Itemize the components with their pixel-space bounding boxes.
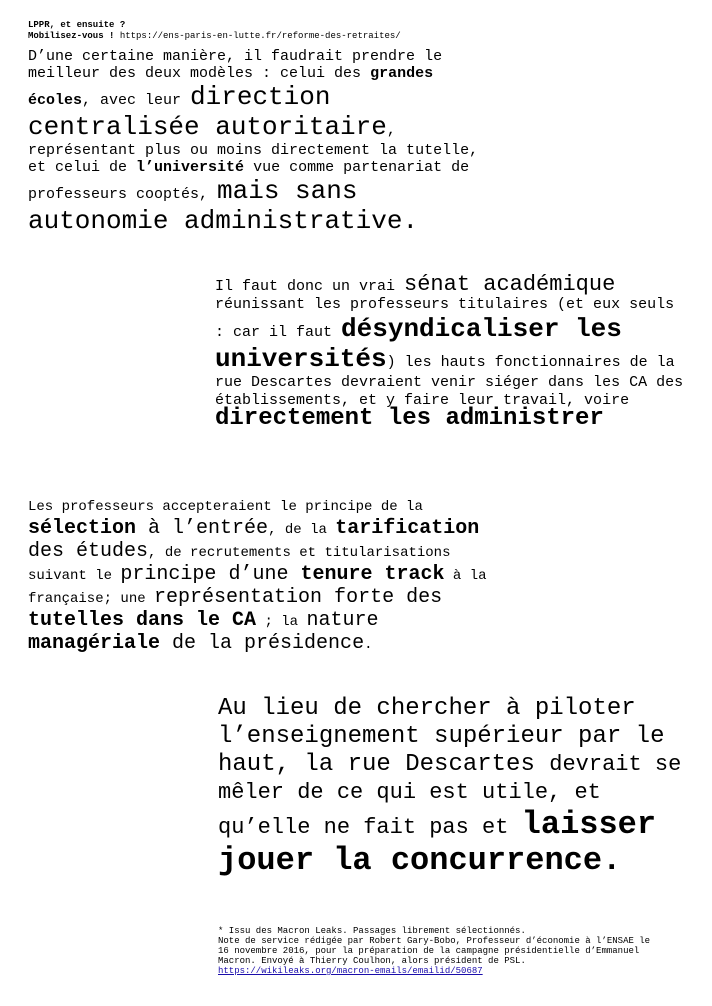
p3-bold-selection: sélection: [28, 517, 137, 540]
p3-mid-etudes: des études: [28, 540, 149, 563]
p3-text-6: .: [364, 637, 373, 653]
p3-bold-tenure-track: tenure track: [300, 563, 445, 586]
p3-bold-tarification: tarification: [335, 517, 480, 540]
p1-text-1: D’une certaine manière, il faudrait prendre le meilleur des deux modèles : celui des: [28, 48, 443, 82]
p1-text-3: , représentant plus ou moins directement la tutelle, et celui de: [28, 122, 479, 176]
p2-big-senat: sénat académique: [404, 272, 616, 297]
page-header: [28, 20, 401, 42]
p2-big-desyndicaliser: désyndicaliser les universités: [215, 314, 622, 374]
p1-big-direction: direction centralisée autoritaire: [28, 82, 387, 142]
p2-text-3: ) les hauts fonctionnaires de la rue Descartes devraient venir siéger dans les CA des établissements, et y faire leur travail, voire: [215, 354, 684, 409]
p1-bold-grandes-ecoles: grandes écoles: [28, 65, 434, 109]
wikileaks-link[interactable]: https://wikileaks.org/macron-emails/emailid/50687: [218, 966, 483, 976]
header-title: LPPR, et ensuite ?: [28, 20, 126, 30]
footnote-line-1: * Issu des Macron Leaks. Passages librement sélectionnés.: [218, 926, 526, 936]
p2-big-administrer: directement les administrer: [215, 405, 604, 432]
p1-text-2: , avec leur: [82, 92, 191, 109]
p3-bold-manageriale: managériale: [28, 632, 161, 655]
p3-mid-nature: nature: [306, 609, 379, 632]
p4-big-concurrence: laisser jouer la concurrence.: [218, 806, 657, 879]
p3-text-5: ; la: [256, 614, 307, 630]
p3-text-1: Les professeurs accepteraient le principe de la: [28, 499, 423, 515]
paragraph-2: [215, 272, 690, 432]
header-subtitle: [28, 31, 401, 42]
p3-mid-principe: principe d’une: [120, 563, 301, 586]
p3-mid-representation: représentation forte des: [154, 586, 443, 609]
p3-bold-tutelles: tutelles dans le CA: [28, 609, 257, 632]
p3-text-3: , de recrutements et titularisations suivant le: [28, 545, 451, 584]
paragraph-1: [28, 48, 488, 236]
paragraph-4: [218, 695, 688, 879]
p1-big-autonomie: mais sans autonomie administrative.: [28, 176, 419, 236]
p1-bold-universite: l’université: [136, 159, 245, 176]
p3-text-2: , de la: [268, 522, 336, 538]
p3-text-4: à la française; une: [28, 568, 487, 607]
paragraph-3: [28, 496, 498, 656]
mobilize-label: Mobilisez-vous !: [28, 31, 115, 41]
p3-mid-entree: à l’entrée: [136, 517, 269, 540]
p4-text-1: Au lieu de chercher à piloter l’enseignement supérieur par le haut, la rue Descartes: [218, 695, 665, 778]
p3-mid-presidence: de la présidence: [160, 632, 365, 655]
p2-text-1: Il faut donc un vrai: [215, 278, 405, 295]
footnote-line-2: Note de service rédigée par Robert Gary-Bobo, Professeur d’économie à l’ENSAE le 16 novembre 2016, pour la préparation de la campagne présidentielle d’Emmanuel Macron. Envoyé à Thierry Coulhon, alors président de PSL.: [218, 936, 651, 966]
footnote: [218, 926, 658, 976]
p2-text-2: réunissant les professeurs titulaires (et eux seuls : car il faut: [215, 296, 675, 341]
p1-text-4: vue comme partenariat de professeurs cooptés,: [28, 159, 470, 203]
header-url[interactable]: https://ens-paris-en-lutte.fr/reforme-des-retraites/: [114, 31, 401, 41]
p4-text-2: devrait se mêler de ce qui est utile, et qu’elle ne fait pas et: [218, 752, 682, 840]
